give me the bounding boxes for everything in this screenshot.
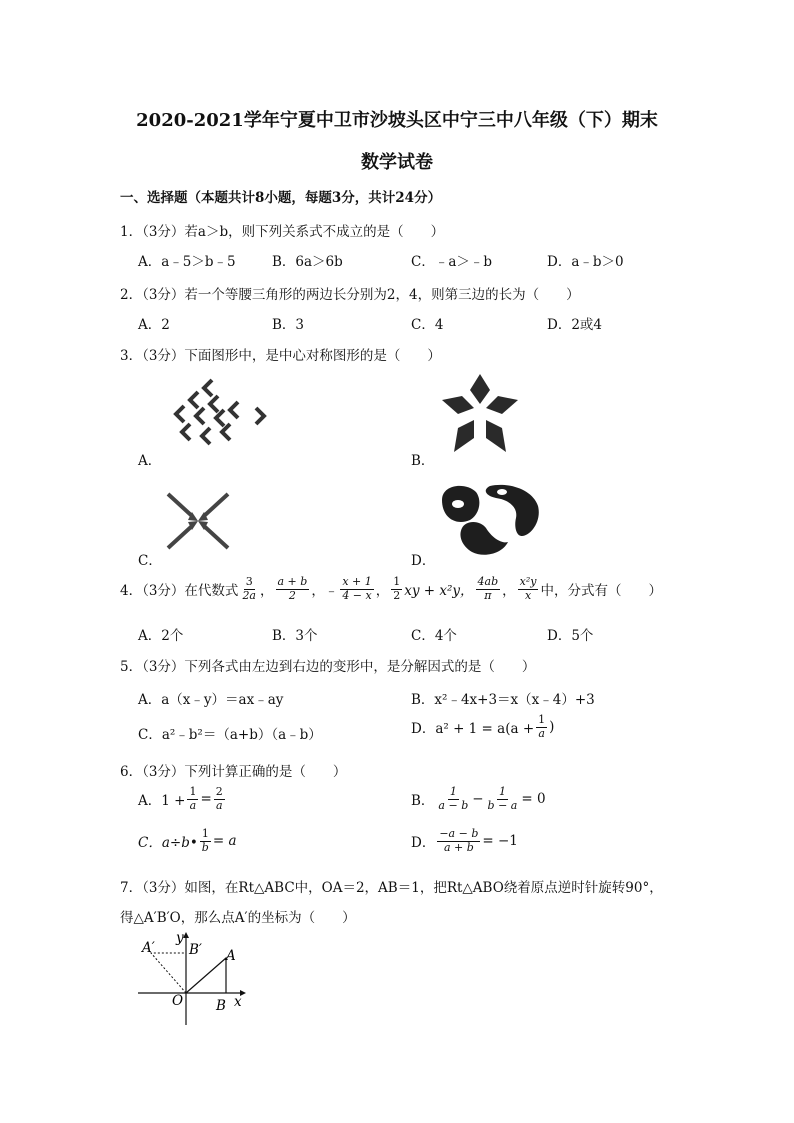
q4-term-4: xy + x²y， [404,583,474,600]
q4-option-c: C．4个 [411,628,457,644]
q6-b-pre: B． [411,793,435,810]
q5-option-d [411,714,554,740]
label-b-prime: B′ [189,942,202,958]
label-a-prime: A′ [142,940,155,956]
q2-option-d: D．2或4 [547,317,603,333]
q1-option-c: C．﹣a＞﹣b [411,254,493,270]
q5-d-post: ) [549,719,555,736]
q4-fraction-5: $\frac{4ab}{\pi}$ [477,575,499,602]
section-heading: 一、选择题（本题共计8小题，每题3分，共计24分） [120,190,442,206]
q4-fraction-4: $\frac{1}{2}$ [393,575,401,602]
q6-option-a [138,786,227,812]
q6-a-mid: = [200,791,212,808]
q4-sep-3: ， [375,583,390,600]
q4-fraction-3: $\frac{x + 1}{4 - x}$ [342,575,372,602]
q4-option-d: D．5个 [547,628,594,644]
q6-a-pre: A．1 + [138,793,186,810]
label-a: A [226,948,236,964]
q6-a-fraction-2: $\frac{2}{a}$ [215,785,223,812]
q2-option-b: B．3 [272,317,305,333]
q4-fraction-1: $\frac{3}{2a}$ [242,575,256,602]
q2-option-c: C．4 [411,317,444,333]
q6-c-pre: C．a÷b• [138,835,198,852]
q1-option-b: B．6a＞6b [272,254,343,270]
label-y: y [176,930,184,946]
q4-fraction-2: $\frac{a + b}{2}$ [277,575,308,602]
q4-sep-1: ， [260,583,274,600]
q6-b-mid: − [472,791,484,808]
exam-title-line1: 2020-2021学年宁夏中卫市沙坡头区中宁三中八年级（下）期末 [136,110,658,131]
label-b: B [216,998,226,1014]
triangle-abo [186,958,226,993]
triangle-a-prime-b-prime-o [151,953,186,993]
question-7-line1: 7．（3分）如图，在Rt△ABC中，OA＝2，AB＝1，把Rt△ABO绕着原点逆时针旋转90°， [120,880,663,896]
exam-title-line2: 数学试卷 [361,152,433,173]
q6-c-fraction: $\frac{1}{b}$ [201,827,209,854]
q3-figure-d-blobs [436,478,546,560]
q7-coordinate-figure [136,930,256,1030]
q6-b-post: = 0 [521,791,546,808]
q6-option-c [138,828,237,854]
question-1-stem: 1．（3分）若a＞b，则下列关系式不成立的是（ ） [120,224,445,240]
q3-figure-b-star [440,372,520,454]
q6-d-post: = −1 [482,833,518,850]
q3-figure-a-chevrons [160,372,270,456]
q4-option-a: A．2个 [138,628,184,644]
q4-sep-5: ， [502,583,516,600]
q6-option-b [411,786,546,812]
q5-option-c: C．a²﹣b²＝（a+b）（a﹣b） [138,727,322,743]
q4-sep-2: ，﹣ [311,583,339,600]
q6-d-pre: D． [411,835,436,852]
q4-prefix: 4．（3分）在代数式 [120,583,239,600]
q4-option-b: B．3个 [272,628,318,644]
question-7-line2: 得△A′B′O，那么点A′的坐标为（ ） [120,910,356,926]
q2-option-a: A．2 [138,317,170,333]
q6-b-fraction-2: $\frac{1}{b - a}$ [487,785,518,812]
q6-option-d [411,828,518,854]
q1-option-a: A．a﹣5＞b﹣5 [138,254,236,270]
q5-d-fraction: $\frac{1}{a}$ [538,713,546,740]
q6-a-fraction-1: $\frac{1}{a}$ [189,785,197,812]
q5-option-a: A．a（x﹣y）＝ax﹣ay [138,692,284,708]
question-5-stem: 5．（3分）下列各式由左边到右边的变形中，是分解因式的是（ ） [120,659,536,675]
q3-option-d: D． [411,553,436,569]
label-x: x [234,994,242,1010]
q3-figure-c-arrows [162,488,234,554]
q3-option-c: C． [138,553,162,569]
question-3-stem: 3．（3分）下面图形中，是中心对称图形的是（ ） [120,348,441,364]
y-axis-arrow-icon [183,932,189,938]
q4-fraction-6: $\frac{\text{x²y}}{x}$ [519,575,537,602]
q5-d-pre: D．a² + 1 = a(a + [411,721,535,738]
question-4-stem [120,576,662,602]
q3-option-a: A． [138,453,162,469]
q6-d-fraction: $\frac{-a - b}{a + b}$ [439,827,479,854]
q1-option-d: D．a﹣b＞0 [547,254,624,270]
label-o: O [172,993,184,1009]
q6-c-post: = a [212,833,237,850]
q4-suffix: 中，分式有（ ） [540,583,662,600]
question-2-stem: 2．（3分）若一个等腰三角形的两边长分别为2，4，则第三边的长为（ ） [120,287,580,303]
q3-option-b: B． [411,453,435,469]
question-6-stem: 6．（3分）下列计算正确的是（ ） [120,764,347,780]
q5-option-b: B．x²﹣4x+3＝x（x﹣4）+3 [411,692,595,708]
q6-b-fraction-1: $\frac{1}{a - b}$ [438,785,469,812]
